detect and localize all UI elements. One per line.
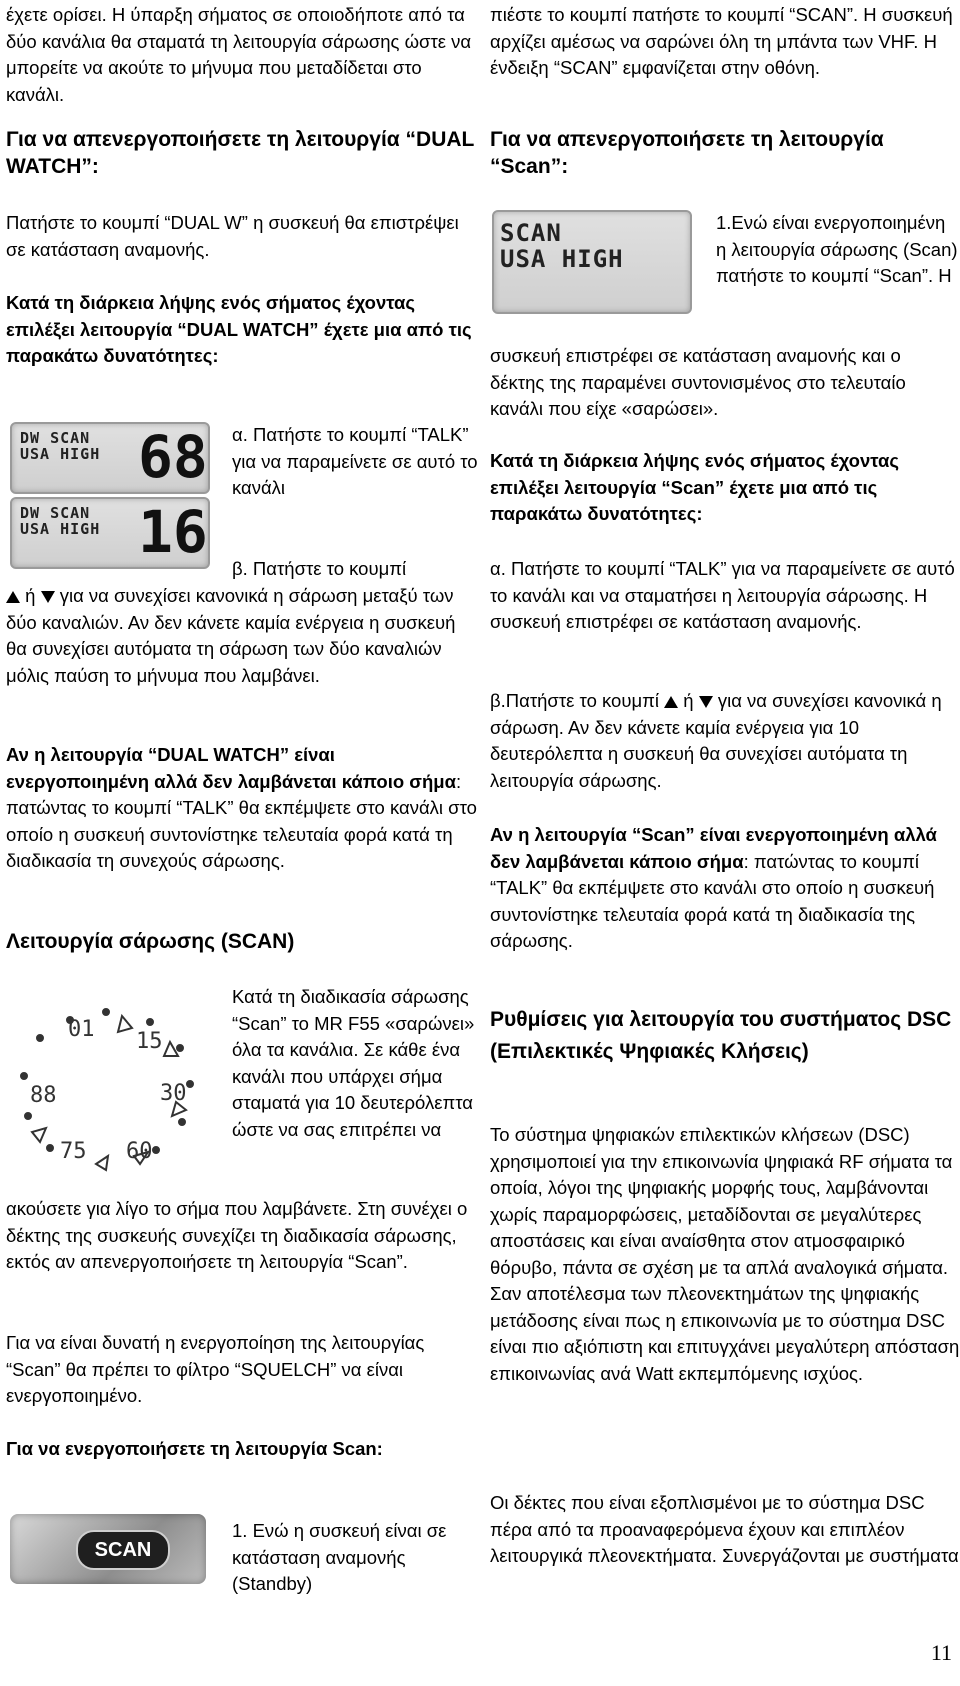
scan-option-b-rest: για να συνεχίσει κανονικά η σάρωση. Αν δεν κάνετε καμία ενέργεια για 10 δευτερόλεπτα η συσκευή θα συνεχίσει αυτόματα τη λειτουργία σάρωσης. <box>490 690 942 791</box>
dual-watch-option-b-start: β. Πατήστε το κουμπί <box>232 558 407 579</box>
scan-label-60: 60 <box>126 1139 153 1164</box>
dual-watch-receive-heading: Κατά τη διάρκεια λήψης ενός σήματος έχοντας επιλέξει λειτουργία “DUAL WATCH” έχετε μια από τις παρακάτω δυνατότητες: <box>6 292 472 366</box>
scan-option-a: α. Πατήστε το κουμπί “TALK” για να παραμείνετε σε αυτό το κανάλι και να σταματήσει η λειτουργία σάρωσης. Η συσκευή επιστρέφει σε κατάσταση αναμονής. <box>490 558 955 632</box>
up-arrow-icon <box>6 591 20 603</box>
dual-watch-off-text: Πατήστε το κουμπί “DUAL W” η συσκευή θα επιστρέψει σε κατάσταση αναμονής. <box>6 212 459 260</box>
dual-watch-option-a: α. Πατήστε το κουμπί “TALK” για να παραμείνετε σε αυτό το κανάλι <box>232 424 478 498</box>
dsc-heading: Ρυθμίσεις για λειτουργία του συστήματος DSC (Επιλεκτικές Ψηφιακές Κλήσεις) <box>490 1008 952 1063</box>
lcd-line-2: USA HIGH <box>500 245 624 273</box>
dual-watch-no-signal-paragraph <box>6 742 480 875</box>
scan-label-88: 88 <box>30 1083 57 1108</box>
lcd-channel-digits: 16 <box>138 498 208 566</box>
right-intro-paragraph: πιέστε το κουμπί πατήστε το κουμπί “SCAN”. Η συσκευή αρχίζει αμέσως να σαρώνει όλη τη μπάντα των VHF. Η ένδειξη “SCAN” εμφανίζεται στην οθόνη. <box>490 4 953 78</box>
left-intro-paragraph: έχετε ορίσει. Η ύπαρξη σήματος σε οποιοδήποτε από τα δύο κανάλια θα σταματά τη λειτουργία σάρωσης ώστε να μπορείτε να ακούτε το μήνυμα που μεταδίδεται στο κανάλι. <box>6 4 472 105</box>
scan-label-01: 01 <box>68 1017 95 1042</box>
lcd-line-2: USA HIGH <box>20 445 101 463</box>
down-arrow-icon <box>41 591 55 603</box>
scan-no-signal-bold: Αν η λειτουργία “Scan” είναι ενεργοποιημένη αλλά δεν λαμβάνεται κάποιο σήμα <box>490 824 937 872</box>
dual-watch-no-signal-bold: Αν η λειτουργία “DUAL WATCH” είναι ενεργοποιημένη αλλά δεν λαμβάνεται κάποιο σήμα <box>6 744 456 792</box>
lcd-line-1: DW SCAN <box>20 429 91 447</box>
scan-section-heading: Λειτουργία σάρωσης (SCAN) <box>6 930 295 953</box>
scan-label-75: 75 <box>60 1139 87 1164</box>
dual-watch-no-signal-rest: : πατώντας το κουμπί “TALK” θα εκπέμψετε στο κανάλι στο οποίο η συσκευή συντονίστηκε τελευταία φορά κατά τη διαδικασία τη συνεχούς σάρωσης. <box>6 770 477 871</box>
lcd-line-2: USA HIGH <box>20 520 101 538</box>
scan-description-full: ακούσετε για λίγο το σήμα που λαμβάνετε. Στη συνέχει ο δέκτης της συσκευής συνεχίζει τη διαδικασία σάρωσης, εκτός αν απενεργοποιήσετε τη λειτουργία “Scan”. <box>6 1198 468 1272</box>
down-arrow-icon <box>699 696 713 708</box>
scan-label-15: 15 <box>136 1029 163 1054</box>
scan-off-heading: Για να απενεργοποιήσετε τη λειτουργία “Scan”: <box>490 128 884 178</box>
scan-option-b <box>490 688 960 794</box>
squelch-note: Για να είναι δυνατή η ενεργοποίηση της λειτουργίας “Scan” θα πρέπει το φίλτρο “SQUELCH” να είναι ενεργοποιημένο. <box>6 1332 425 1406</box>
lcd-line-1: SCAN <box>500 219 562 247</box>
option-b-rest: για να συνεχίσει κανονικά η σάρωση μεταξύ των δύο καναλιών. Αν δεν κάνετε καμία ενέργεια η συσκευή θα συνεχίσει αυτόματα τη σάρωση των δύο καναλιών μόλις παύση το μήνυμα που λαμβάνει. <box>6 585 456 686</box>
scan-label-30: 30 <box>160 1081 187 1106</box>
page-number: 11 <box>930 1640 952 1665</box>
scan-off-step-side: 1.Ενώ είναι ενεργοποιημένη η λειτουργία σάρωσης (Scan) πατήστε το κουμπί “Scan”. Η <box>716 212 958 286</box>
dsc-paragraph-2: Οι δέκτες που είναι εξοπλισμένοι με το σύστημα DSC πέρα από τα προαναφερόμενα έχουν και επιπλέον λειτουργικά πλεονεκτήματα. Συνεργάζονται με συστήματα <box>490 1492 959 1566</box>
scan-on-step-1: 1. Ενώ η συσκευή είναι σε κατάσταση αναμονής (Standby) <box>232 1520 447 1594</box>
up-arrow-icon <box>664 696 678 708</box>
lcd-dual-watch-68 <box>10 422 210 494</box>
scan-no-signal-paragraph <box>490 822 960 955</box>
scan-button: SCAN <box>76 1530 170 1570</box>
lcd-dual-watch-16 <box>10 497 210 569</box>
lcd-line-1: DW SCAN <box>20 504 91 522</box>
scan-receive-heading: Κατά τη διάρκεια λήψης ενός σήματος έχοντας επιλέξει λειτουργία “Scan” έχετε μια από τις παρακάτω δυνατότητες: <box>490 450 900 524</box>
option-b-or: ή <box>25 585 36 606</box>
scan-cycle-diagram <box>10 998 210 1172</box>
scan-button-photo <box>10 1514 206 1584</box>
dsc-paragraph-1: Το σύστημα ψηφιακών επιλεκτικών κλήσεων (DSC) χρησιμοποιεί για την επικοινωνία ψηφιακά RF σήματα τα οποία, λόγοι της ψηφιακής μορφής τους, λαμβάνονται χωρίς παραμορφώσεις, μεταδίδονται σε μεγαλύτερες αποστάσεις και είναι αναίσθητα στον ατμοσφαιρικό θόρυβο, πάντα σε σχέση με τα απλά αναλογικά σήματα. Σαν αποτέλεσμα των πλεονεκτημάτων της ψηφιακής μετάδοσης είναι πως η επικοινωνία με το σύστημα DSC είναι πιο αξιόπιστη και επιτυγχάνει μεγαλύτερη απόσταση επικοινωνίας ανά Watt εκπεμπόμενης ισχύος. <box>490 1124 960 1384</box>
scan-no-signal-rest: : πατώντας το κουμπί “TALK” θα εκπέμψετε στο κανάλι στο οποίο η συσκευή συντονίστηκε τελευταία φορά κατά τη διαδικασία της σάρωσης. <box>490 850 935 951</box>
scan-option-b-or: ή <box>683 690 694 711</box>
lcd-scan-display <box>492 210 692 314</box>
scan-on-heading: Για να ενεργοποιήσετε τη λειτουργία Scan: <box>6 1438 383 1459</box>
scan-option-b-start: β.Πατήστε το κουμπί <box>490 690 659 711</box>
lcd-channel-digits: 68 <box>138 423 208 491</box>
dual-watch-option-b-body <box>6 583 480 689</box>
scan-description-side: Κατά τη διαδικασία σάρωσης “Scan” το MR F55 «σαρώνει» όλα τα κανάλια. Σε κάθε ένα κανάλι που υπάρχει σήμα σταματά για 10 δευτερόλεπτα ώστε να σας επιτρέπει να <box>232 986 475 1140</box>
dual-watch-off-heading: Για να απενεργοποιήσετε τη λειτουργία “DUAL WATCH”: <box>6 128 474 178</box>
scan-off-step-full: συσκευή επιστρέφει σε κατάσταση αναμονής και ο δέκτης της παραμένει συντονισμένος στο τελευταίο κανάλι που είχε «σαρώσει». <box>490 345 906 419</box>
